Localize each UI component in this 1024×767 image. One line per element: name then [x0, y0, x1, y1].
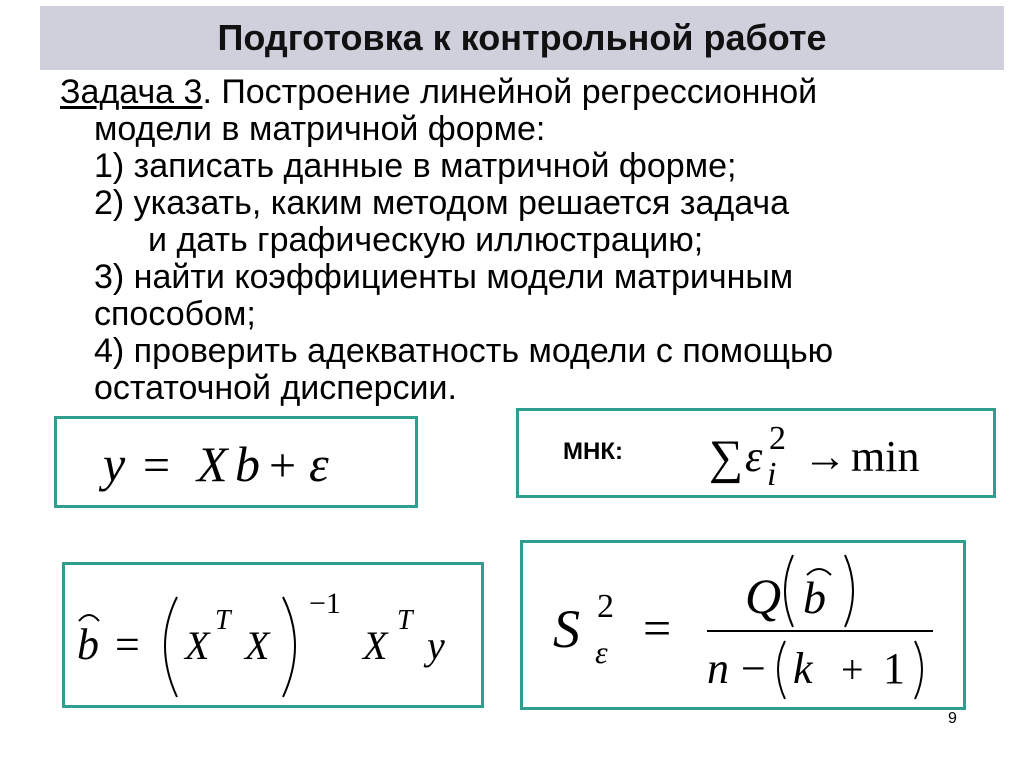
model-eps: ε [309, 436, 329, 492]
model-y: y [103, 436, 126, 492]
variance-eq: = [643, 600, 672, 656]
estimate-T2: T [397, 605, 413, 636]
task-intro: . Построение линейной регрессионной [202, 73, 818, 111]
page-number: 9 [948, 710, 957, 727]
task-intro-cont: модели в матричной форме: [94, 110, 546, 148]
step-2-cont: и дать графическую иллюстрацию; [148, 221, 704, 259]
model-eq: = [143, 439, 171, 492]
arrow-symbol: → [803, 432, 847, 481]
inverse-exponent: −1 [309, 587, 341, 620]
den-right-paren [915, 641, 922, 699]
step-3: 3) найти коэффициенты модели матричным [94, 258, 794, 296]
variance-formula [523, 543, 963, 707]
right-paren [283, 597, 295, 697]
variance-k: k [793, 644, 813, 693]
title-bar [40, 6, 1004, 70]
step-4: 4) проверить адекватность модели с помощью [94, 332, 834, 370]
estimate-T1: T [215, 605, 231, 636]
mnk-label: МНК: [563, 438, 623, 465]
den-left-paren [778, 641, 785, 699]
model-plus: + [269, 439, 297, 492]
variance-eps: ε [595, 634, 608, 670]
estimate-X2: X [245, 623, 270, 668]
mnk-formula [519, 411, 993, 495]
model-b: b [235, 436, 260, 492]
variance-one: 1 [883, 644, 905, 693]
mnk-index-i: i [767, 456, 777, 493]
step-1: 1) записать данные в матричной форме; [94, 147, 737, 185]
variance-plus: + [841, 647, 864, 692]
mnk-square: 2 [769, 420, 786, 457]
estimate-eq: = [115, 620, 140, 669]
estimate-formula-box [62, 562, 484, 708]
mnk-formula-box [516, 408, 996, 498]
estimate-b: b [77, 620, 99, 669]
step-4-cont: остаточной дисперсии. [94, 369, 457, 407]
task-label: Задача 3 [60, 73, 203, 111]
variance-b: b [803, 572, 826, 623]
estimate-y: y [427, 623, 445, 668]
variance-S: S [553, 599, 580, 659]
model-X: X [197, 436, 228, 492]
slide-title: Подготовка к контрольной работе [217, 17, 827, 58]
step-2: 2) указать, каким методом решается задача [94, 184, 790, 222]
variance-minus: − [741, 644, 766, 693]
variance-Q: Q [745, 568, 782, 624]
task-intro-line [60, 74, 1000, 111]
estimate-formula [65, 565, 481, 705]
sum-symbol: ∑ [709, 431, 744, 484]
model-formula-box [54, 416, 418, 508]
mnk-eps: ε [745, 432, 763, 481]
variance-square: 2 [597, 588, 614, 625]
variance-n: n [707, 644, 729, 693]
model-formula [57, 419, 415, 505]
estimate-X3: X [363, 623, 388, 668]
variance-formula-box [520, 540, 966, 710]
step-3-cont: способом; [94, 295, 256, 333]
num-left-paren [785, 555, 793, 627]
mnk-min: min [851, 432, 920, 481]
left-paren [165, 597, 177, 697]
estimate-X1: X [185, 623, 210, 668]
task-text [60, 74, 1000, 407]
num-right-paren [845, 555, 853, 627]
